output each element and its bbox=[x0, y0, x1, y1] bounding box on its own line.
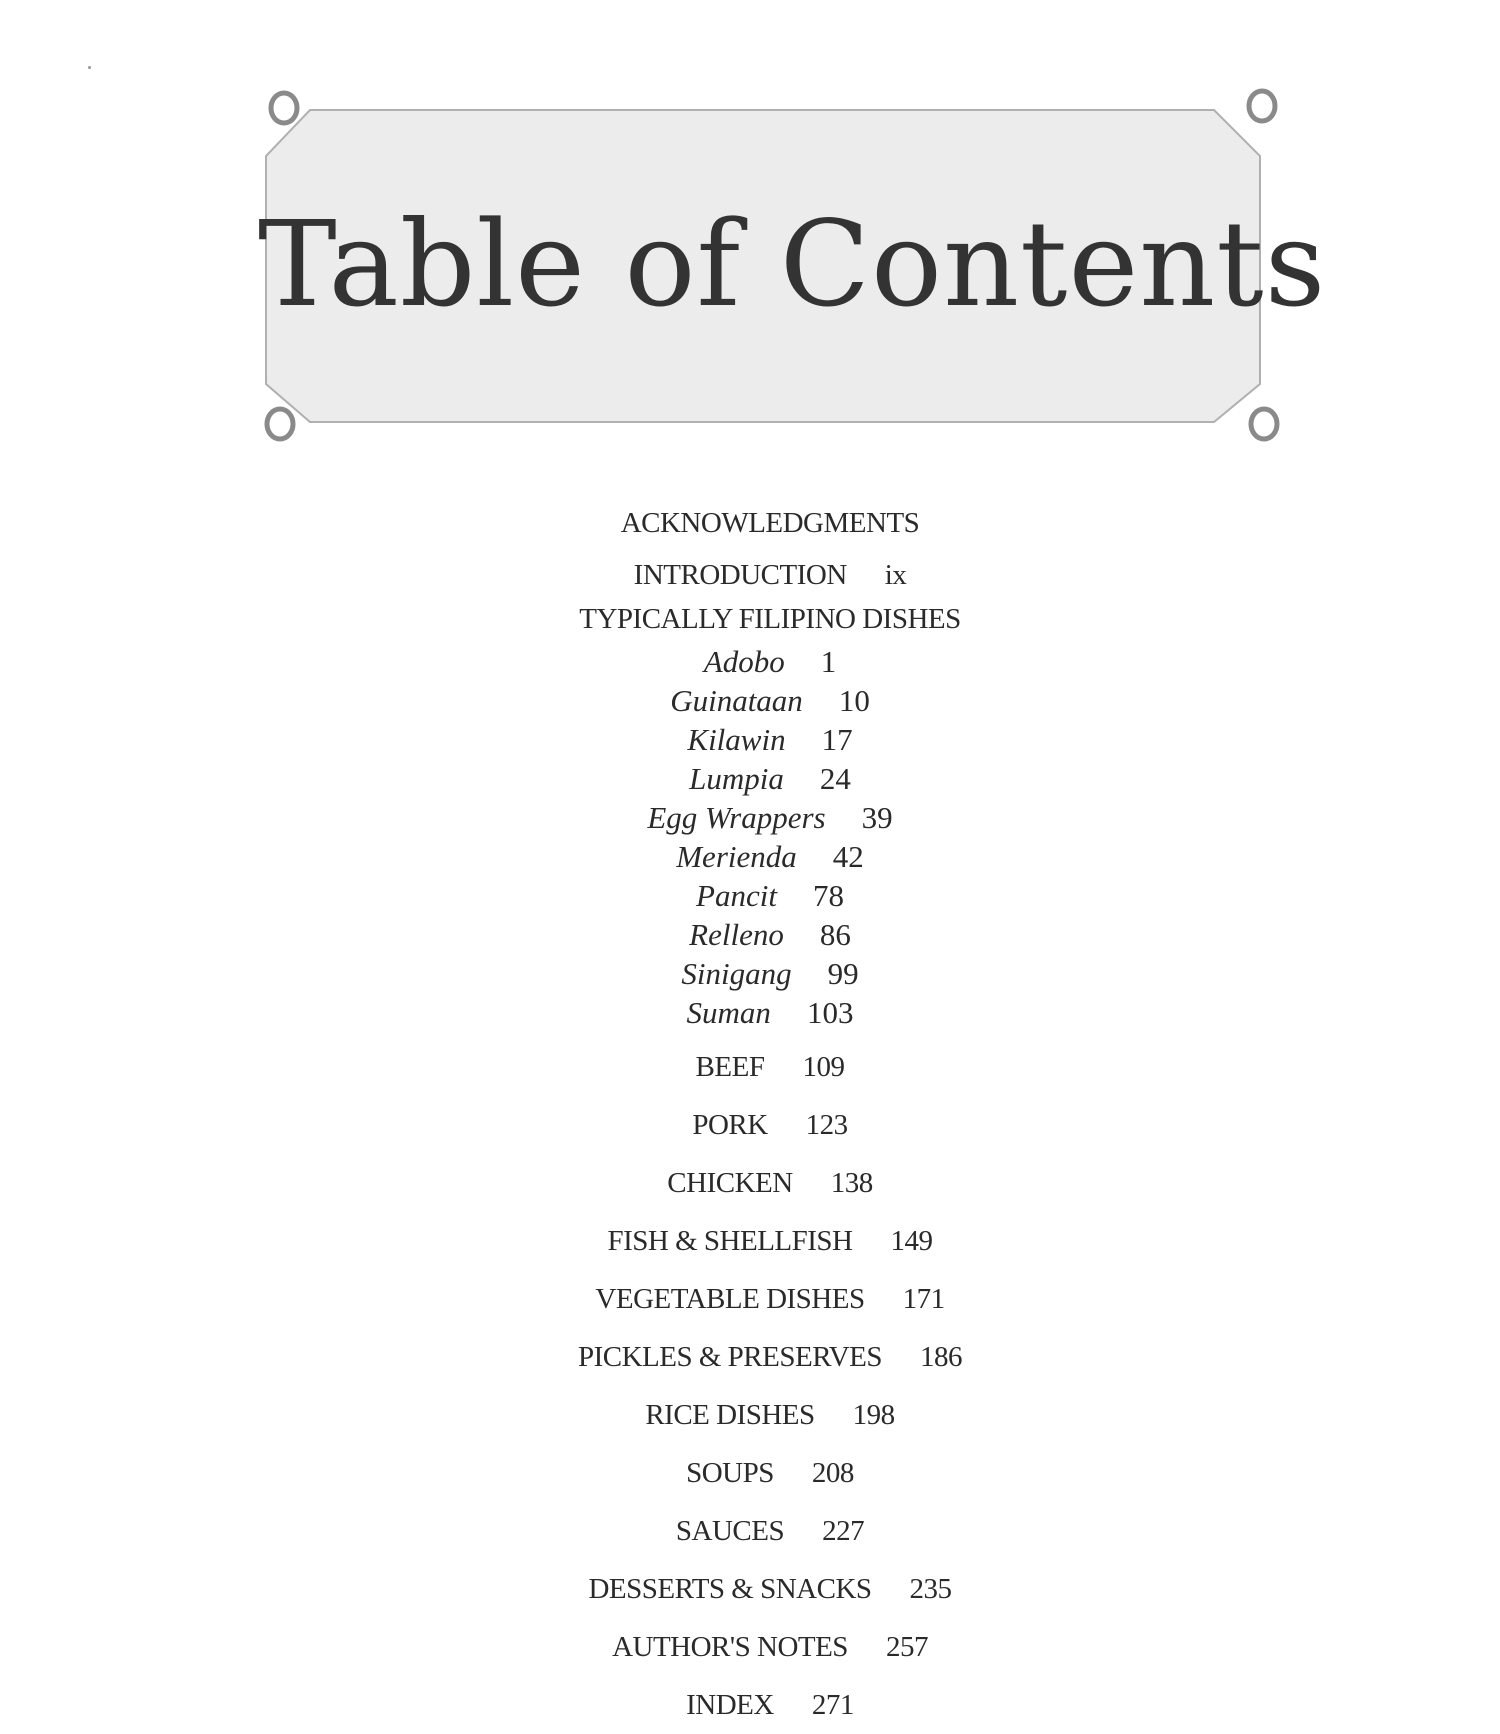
title-plaque bbox=[258, 84, 1327, 444]
toc-entry-label: Guinataan bbox=[670, 683, 803, 718]
toc-entry-label: Suman bbox=[686, 995, 771, 1030]
toc-entry-page: 109 bbox=[802, 1051, 845, 1083]
toc-entry-label: VEGETABLE DISHES bbox=[595, 1283, 865, 1315]
toc-entry-label: INTRODUCTION bbox=[633, 559, 847, 591]
toc-entry-label: SAUCES bbox=[675, 1515, 785, 1547]
toc-entry-label: Egg Wrappers bbox=[647, 800, 826, 835]
toc-entry-page: 123 bbox=[805, 1109, 848, 1141]
toc-entry-page: 86 bbox=[819, 917, 851, 952]
toc-subentry bbox=[450, 642, 1090, 681]
toc-entry-vegetable-dishes bbox=[450, 1270, 1090, 1328]
toc-entry-pickles-preserves bbox=[450, 1328, 1090, 1386]
toc-entry-page: 208 bbox=[811, 1457, 854, 1489]
toc-entry-label: ACKNOWLEDGMENTS bbox=[620, 507, 920, 539]
toc-entry-label: Lumpia bbox=[689, 761, 784, 796]
toc-subentry bbox=[450, 915, 1090, 954]
toc-entry-label: CHICKEN bbox=[667, 1167, 793, 1199]
toc-entry-page: 235 bbox=[909, 1573, 952, 1605]
toc-entry-label: Pancit bbox=[696, 878, 777, 913]
toc-entry-chicken bbox=[450, 1154, 1090, 1212]
toc-entry-page: 39 bbox=[861, 800, 893, 835]
toc-entry-label: SOUPS bbox=[686, 1457, 774, 1489]
toc-list bbox=[450, 494, 1090, 1734]
toc-entry-soups bbox=[450, 1444, 1090, 1502]
toc-entry-page: 257 bbox=[885, 1631, 928, 1663]
toc-subentry bbox=[450, 837, 1090, 876]
toc-entry-label: Merienda bbox=[676, 839, 797, 874]
corner-ring-icon bbox=[266, 88, 302, 128]
toc-entry-page: 17 bbox=[821, 722, 853, 757]
toc-entry-page: ix bbox=[884, 559, 907, 591]
toc-entry-beef bbox=[450, 1038, 1090, 1096]
toc-entry-fish-shellfish bbox=[450, 1212, 1090, 1270]
toc-entry-label: BEEF bbox=[695, 1051, 765, 1083]
toc-entry-rice-dishes bbox=[450, 1386, 1090, 1444]
toc-entry-page: 198 bbox=[852, 1399, 895, 1431]
page-title: Table of Contents bbox=[258, 195, 1327, 333]
corner-ring-icon bbox=[262, 404, 298, 444]
toc-entry-page: 186 bbox=[920, 1341, 963, 1373]
toc-entry-label: PORK bbox=[692, 1109, 768, 1141]
toc-heading-typical bbox=[450, 596, 1090, 642]
toc-entry-label: PICKLES & PRESERVES bbox=[577, 1341, 883, 1373]
toc-entry-pork bbox=[450, 1096, 1090, 1154]
toc-entry-page: 149 bbox=[890, 1225, 933, 1257]
toc-entry-label: INDEX bbox=[686, 1689, 774, 1721]
toc-subentry bbox=[450, 876, 1090, 915]
toc-subentry bbox=[450, 759, 1090, 798]
corner-ring-icon bbox=[1246, 404, 1282, 444]
toc-entry-label: AUTHOR'S NOTES bbox=[612, 1631, 848, 1663]
toc-entry-page: 171 bbox=[902, 1283, 945, 1315]
toc-entry-authors-notes bbox=[450, 1618, 1090, 1676]
toc-subentry bbox=[450, 954, 1090, 993]
toc-entry-desserts-snacks bbox=[450, 1560, 1090, 1618]
toc-entry-page: 138 bbox=[830, 1167, 873, 1199]
corner-ring-icon bbox=[1244, 86, 1280, 126]
toc-subentry bbox=[450, 681, 1090, 720]
toc-entry-label: Kilawin bbox=[687, 722, 786, 757]
toc-entry-label: Sinigang bbox=[681, 956, 792, 991]
toc-entry-label: Relleno bbox=[689, 917, 784, 952]
toc-entry-sauces bbox=[450, 1502, 1090, 1560]
toc-entry-label: RICE DISHES bbox=[645, 1399, 815, 1431]
toc-entry-index bbox=[450, 1676, 1090, 1734]
toc-entry-page: 42 bbox=[832, 839, 864, 874]
toc-entry-page: 227 bbox=[822, 1515, 865, 1547]
toc-entry-page: 78 bbox=[812, 878, 844, 913]
toc-entry-label: FISH & SHELLFISH bbox=[607, 1225, 853, 1257]
toc-subentry bbox=[450, 798, 1090, 837]
toc-entry-page: 271 bbox=[811, 1689, 854, 1721]
toc-entry-label: TYPICALLY FILIPINO DISHES bbox=[579, 603, 961, 635]
toc-entry-page: 1 bbox=[820, 644, 837, 679]
toc-entry-label: DESSERTS & SNACKS bbox=[588, 1573, 872, 1605]
toc-subentry bbox=[450, 993, 1090, 1032]
toc-entry-page: 24 bbox=[819, 761, 851, 796]
toc-subentry bbox=[450, 720, 1090, 759]
toc-entry-acknowledgments bbox=[450, 494, 1090, 552]
toc-entry-label: Adobo bbox=[703, 644, 785, 679]
toc-entry-page: 99 bbox=[827, 956, 859, 991]
toc-entry-page: 103 bbox=[806, 995, 854, 1030]
paper-speck bbox=[88, 66, 91, 69]
toc-entry-page: 10 bbox=[838, 683, 870, 718]
